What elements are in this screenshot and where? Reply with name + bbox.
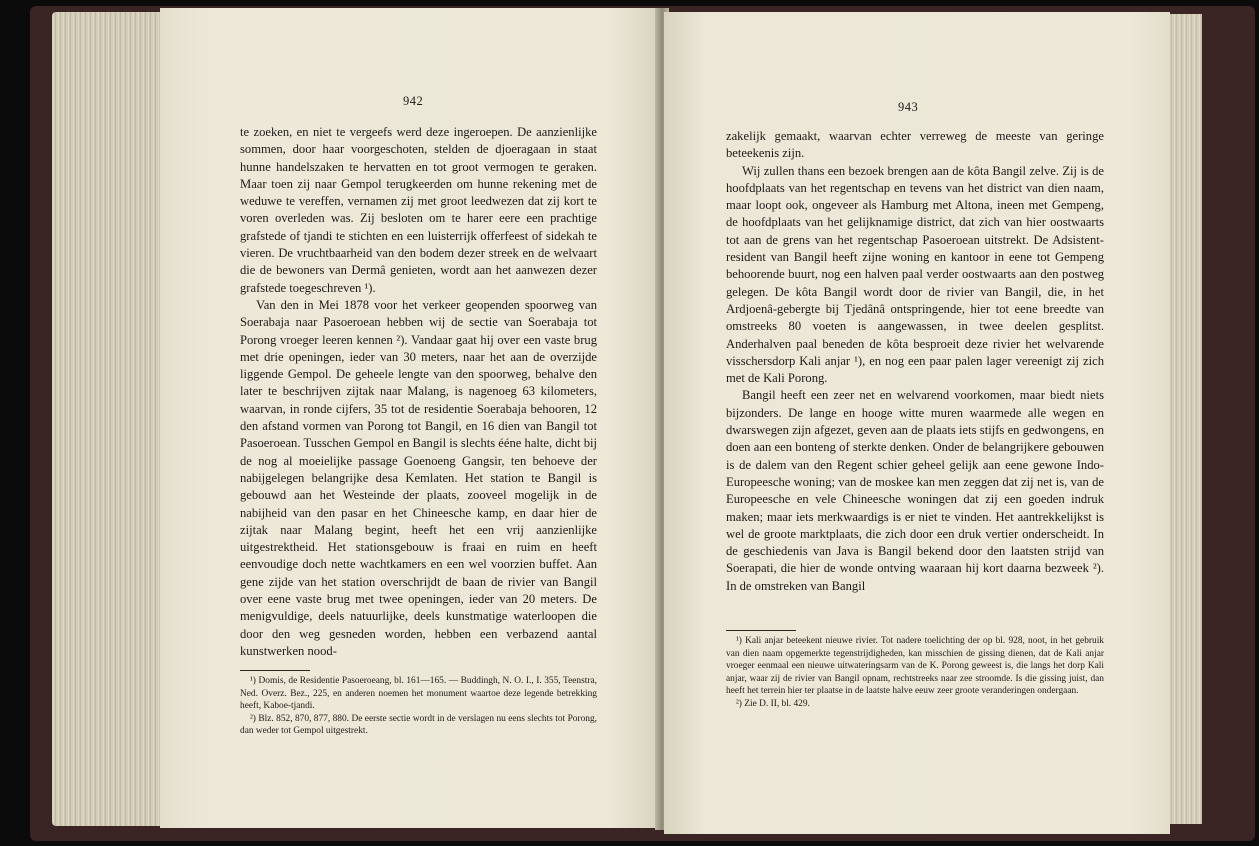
paragraph: Wij zullen thans een bezoek brengen aan de kôta Bangil zelve. Zij is de hoofdplaats van het regentschap en tevens van het district van dien naam, maar loopt ook, ongeveer als Hamburg met Altona, ineen met Gempeng, de hoofdplaats van het gelijknamige district, dat zich van hier oostwaarts tot aan de grens van het regentschap Pasoeroean uitstrekt. De Adsistent-resident van Bangil heeft zijne woning en kantoor in eene tot Gempeng behoorende buurt, nog een halven paal verder oostwaarts aan den postweg gelegen. De kôta Bangil wordt door de rivier van Bangil, die, in het Ardjoenâ-gebergte bij Tjedânâ ontspringende, hier tot eene breedte van omstreeks 80 voeten is aangewassen, in twee deelen gesplitst. Anderhalven paal beneden de kôta besproeit deze rivier het welvarende visschersdorp Kali anjar ¹), en nog een paar palen lager vereenigt zij zich met de Kali Porong. (726, 163, 1104, 386)
paragraph: zakelijk gemaakt, waarvan echter verreweg de meeste van geringe beteekenis zijn. (726, 129, 1104, 161)
right-page (664, 12, 1170, 834)
footnote: ²) Blz. 852, 870, 877, 880. De eerste sectie wordt in de verslagen nu eens slechts tot Porong, dan weder tot Gempol uitgestrekt. (240, 713, 597, 737)
page-number: 943 (898, 100, 919, 114)
paragraph: te zoeken, en niet te vergeefs werd deze ingeroepen. De aanzienlijke sommen, door haar voorgeschoten, stelden de djoeragaan in staat hunne handelszaken te hervatten en tot groot vermogen te geraken. Maar toen zij naar Gempol terugkeerden om hunne rekening met de weduwe te vereffen, vernamen zij met groot leedwezen dat zij kort te voren overleden was. Zij besloten om te harer eere een prachtige grafstede of tjandi te stichten en een luisterrijk offerfeest of sidekah te vieren. De vruchtbaarheid van den bodem dezer streek en de welvaart die de bewoners van Dermâ genieten, wordt aan het aanwezen dezer grafstede toegeschreven ¹). (240, 125, 597, 295)
footnote: ¹) Domis, de Residentie Pasoeroeang, bl. 161—165. — Buddingh, N. O. I., I. 355, Teenstra, Ned. Overz. Bez., 225, en anderen noemen het monument waartoe deze legende betrekking heeft, Kaboe-tjandi. (240, 676, 597, 712)
footnote-rule (240, 670, 310, 671)
page-edges-right (1168, 14, 1202, 824)
footnote: ¹) Kali anjar beteekent nieuwe rivier. Tot nadere toelichting der op bl. 928, noot, in het gebruik van dien naam opgemerkte tegenstrijdigheden, kan misschien de gissing dienen, dat de Kali anjar vroeger eenmaal een nieuwe uitwateringsarm van de K. Porong geweest is, die langs het dorp Kali anjar, waar zij de rivier van Bangil opnam, rechtstreeks naar zee stroomde. Is die gissing juist, dan heeft het terrein hier ter plaatse in de laatste halve eeuw zeer groote veranderingen ondergaan. (726, 636, 1104, 697)
page-number: 942 (403, 94, 424, 108)
page-edges-left (52, 12, 162, 826)
body-text (240, 124, 597, 660)
footnote: ²) Zie D. II, bl. 429. (736, 698, 810, 709)
paragraph: Bangil heeft een zeer net en welvarend voorkomen, maar biedt niets bijzonders. De lange en hooge witte muren waarmede alle wegen en dwarswegen zijn afgezet, geven aan de plaats iets stijfs en gedwongens, en doen aan een bonteng of sterkte denken. Onder de belangrijkere gebouwen is de dalem van den Regent schier geheel gelijk aan eene gewone Indo-Europeesche woning; van de moskee kan men zeggen dat zij net is, van de Europeesche en vele Chineesche woningen dat zij een goeden indruk maken; maar iets merkwaardigs is er niet te vinden. Het aantrekkelijkst is wel de groote marktplaats, die zich door een druk vertier onderscheidt. In de geschiedenis van Java is Bangil bekend door den laatsten strijd van Soerapati, die hier de wonde ontving waaraan hij kort daarna bezweek ²). In de omstreken van Bangil (726, 388, 1104, 593)
footnotes (726, 635, 1104, 711)
footnote-rule (726, 630, 796, 631)
left-page (160, 8, 660, 828)
body-text (726, 128, 1104, 595)
footnotes (240, 675, 597, 738)
paragraph: Van den in Mei 1878 voor het verkeer geopenden spoorweg van Soerabaja naar Pasoeroean hebben wij de sectie van Soerabaja tot Porong vroeger leeren kennen ²). Vandaar gaat hij over een vaste brug met drie openingen, ieder van 30 meters, naar het aan de overzijde liggende Gempol. De geheele lengte van den spoorweg, behalve den later te beschrijven zijtak naar Malang, is nagenoeg 63 kilometers, waarvan, in ronde cijfers, 35 tot de residentie Soerabaja behooren, 12 den afstand vormen van Porong tot Bangil, en 16 dien van Bangil tot Pasoeroean. Tusschen Gempol en Bangil is slechts ééne halte, dicht bij de nog al moeielijke passage Goenoeng Gangsir, ten behoeve der nabijgelegen belangrijke desa Kemlaten. Het station te Bangil is gebouwd aan het Westeinde der plaats, zooveel mogelijk in de nabijheid van den pasar en het Chineesche kamp, en daar hier de zijtak naar Malang begint, heeft het een vrij aanzienlijke uitgestrektheid. Het stationsgebouw is fraai en ruim en heeft eenvoudige doch nette wachtkamers en een wel voorzien buffet. Aan gene zijde van het station overschrijdt de baan de rivier van Bangil over eene vaste brug met twee openingen, ieder van 20 meters. De menigvuldige, deels natuurlijke, deels kunstmatige waterloopen die door den weg gesneden worden, hebben een verbazend aantal kunstwerken nood- (240, 297, 597, 658)
